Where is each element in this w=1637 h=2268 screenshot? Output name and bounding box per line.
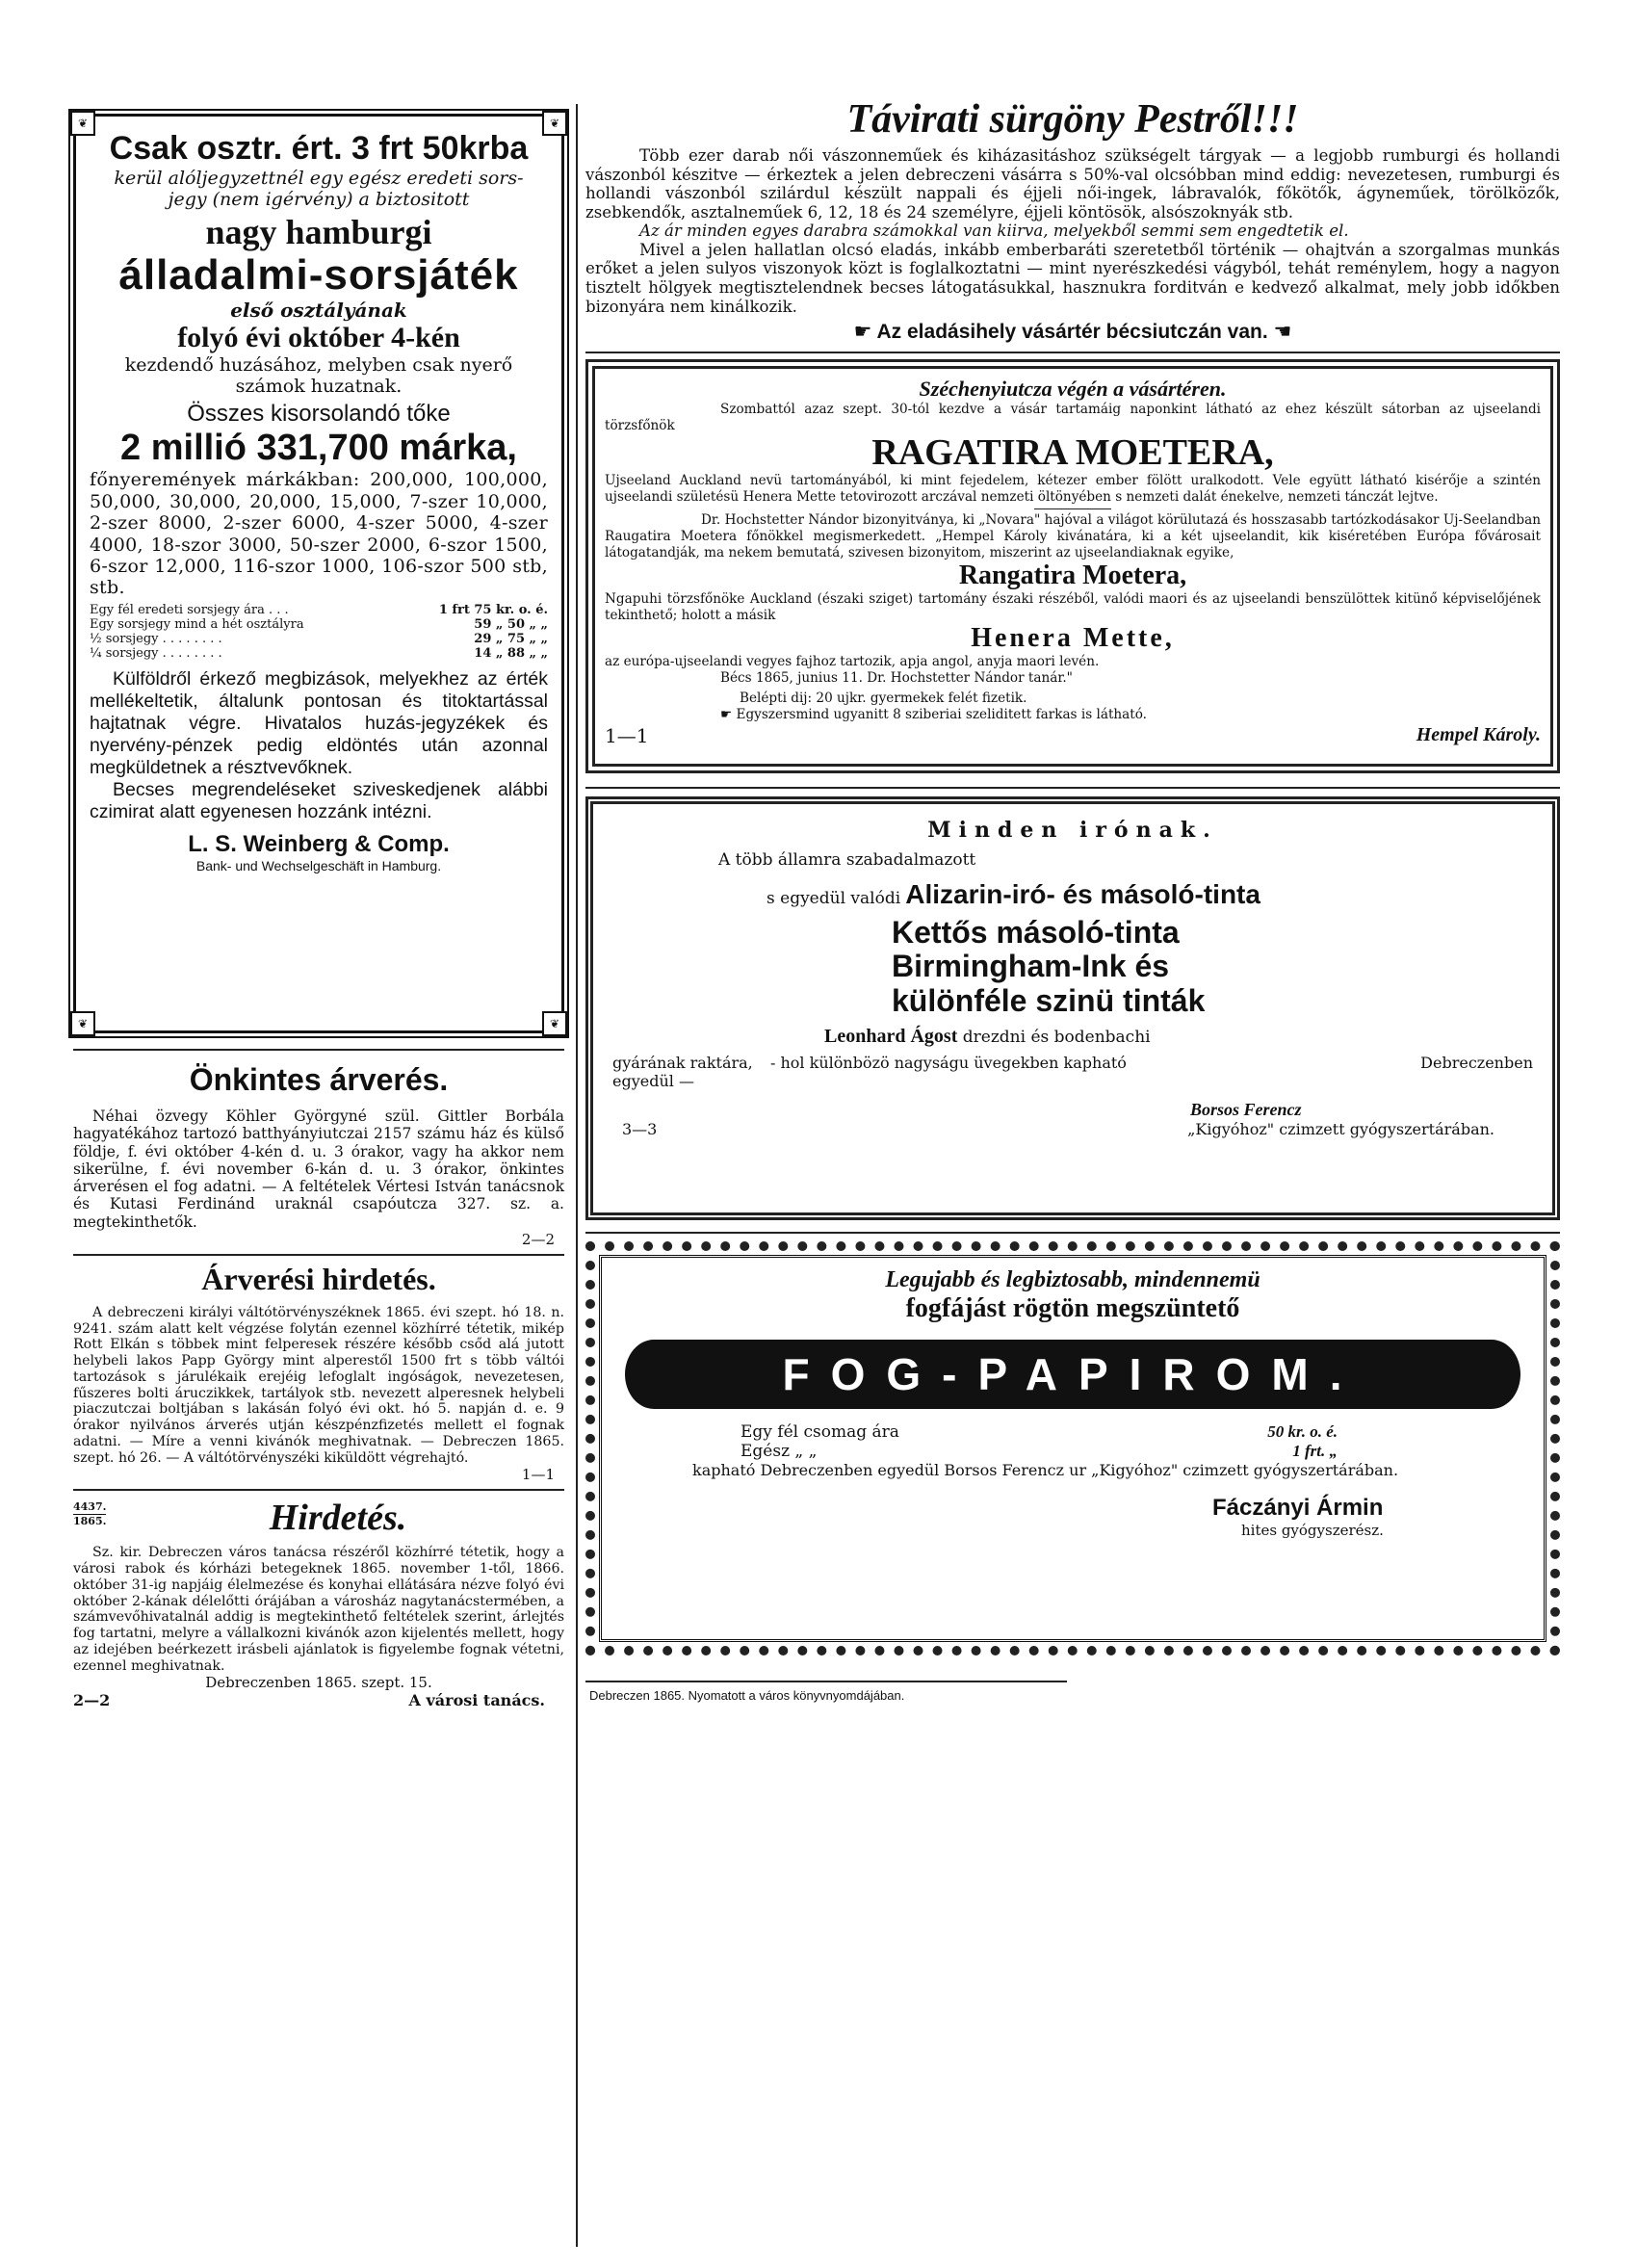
auction-title: Önkintes árverés. [189, 1062, 449, 1097]
fog-price-label: Egy fél csomag ára [741, 1422, 899, 1443]
right-column [585, 96, 1560, 1703]
auction-number: 2—2 [521, 1230, 555, 1248]
ink-head: Minden irónak. [927, 818, 1218, 844]
notice-signature: A városi tanács. [408, 1691, 545, 1710]
maori-text: Szombattól azaz szept. 30-tól kezdve a vásár tartamáig naponkint látható az ehez készült sátorban az ujseelandi törzsfőnök [605, 402, 1541, 434]
lottery-line: számok huzatnak. [235, 376, 403, 398]
notice-date: Debreczenben 1865. szept. 15. [205, 1674, 432, 1692]
lottery-title: álladalmi-sorsjáték [118, 251, 519, 299]
telegram-ad [585, 96, 1560, 344]
fog-text: fogfájást rögtön megszüntető [905, 1293, 1240, 1324]
divider [585, 1232, 1560, 1234]
ink-text: Debreczenben [1420, 1053, 1533, 1072]
ink-ad [585, 796, 1560, 1220]
fog-price: 1 frt. „ [1292, 1442, 1338, 1461]
maori-name: Rangatira Moetera, [958, 560, 1187, 590]
auction-notice [73, 1262, 564, 1484]
ink-seller: Borsos Ferencz [1190, 1099, 1302, 1119]
ink-product: Birmingham-Ink és [892, 949, 1170, 984]
ink-product: Kettős másoló-tinta [892, 915, 1180, 951]
lottery-date: folyó évi október 4-kén [177, 322, 460, 354]
maori-fee: Belépti dij: 20 ujkr. gyermekek felét fizetik. [740, 690, 1027, 706]
maori-name: Henera Mette, [971, 622, 1175, 653]
ink-product: Alizarin-iró- és másoló-tinta [905, 879, 1260, 910]
fog-price-label: Egész „ „ [741, 1442, 818, 1462]
maori-extra: ☛ Egyszersmind ugyanitt 8 sziberiai szeliditett farkas is látható. [720, 706, 1148, 722]
telegram-title: Távirati sürgöny Pestről!!! [846, 97, 1299, 142]
lottery-line: jegy (nem igérvény) a biztositott [168, 189, 470, 210]
lottery-subtitle: első osztályának [230, 299, 407, 323]
ink-number: 3—3 [622, 1119, 658, 1138]
ink-text: drezdni és bodenbachi [962, 1027, 1151, 1047]
notice-body: Sz. kir. Debreczen város tanácsa részéről közhírré tétetik, hogy a városi rabok és kórházi betegeknek 1865. november 1-től, 1866. október 31-ig napjáig élelmezése és konyhai ellátására nézve folyó évi október 2-kának délelőtti órájában a városház nagytanácstermében, a számvevőhivatalnál addig is megtekinthető feltételek szerint, árlejtés fog tartatni, melyre a vállalkozni kivánók azon kijelentés mellett, hogy az idejében beérkezett irásbeli ajánlatok is figyelembe fognak vétetni, ezennel meghivatnak. [73, 1545, 564, 1674]
lottery-firm: L. S. Weinberg & Comp. [188, 830, 450, 857]
maori-text: Bécs 1865, junius 11. Dr. Hochstetter Nándor tanár." [720, 669, 1073, 686]
price-list [90, 603, 548, 661]
lottery-total-label: Összes kisorsolandó tőke [187, 401, 451, 428]
imprint: Debreczen 1865. Nyomatott a város könyvnyomdájában. [589, 1688, 905, 1704]
ink-text: gyárának raktára, egyedül — [612, 1053, 753, 1090]
price-row: Egy sorsjegy mind a hét osztályra 59 „ 50 „ „ [90, 616, 548, 632]
notice-ref: 4437. 1865. [73, 1500, 107, 1527]
lottery-body: Külföldről érkező megbizások, melyekhez az érték mellékeltetik, általunk pontosan és titoktartással hajtatnak végre. Hivatalos huzás-jegyzékek és nyervény-pénzek pedig eldöntés után azonnal megküldetnek a résztvevőknek. [90, 667, 548, 778]
divider [73, 1049, 564, 1051]
fog-signature-sub: hites gyógyszerész. [1241, 1522, 1384, 1539]
pointing-hand-icon: ☛ [853, 321, 877, 344]
lottery-firm-sub: Bank- und Wechselgeschäft in Hamburg. [195, 857, 442, 873]
notice-title: Hirdetés. [269, 1498, 407, 1539]
telegram-text: Az ár minden egyes darabra számokkal van kiirva, melyekből semmi sem engedtetik el. [639, 222, 1349, 241]
ink-product: különféle szinü tinták [892, 982, 1206, 1018]
lottery-total: 2 millió 331,700 márka, [120, 428, 517, 469]
auction-notice-number: 1—1 [521, 1466, 555, 1484]
fog-signature: Fáczányi Ármin [1212, 1495, 1384, 1521]
fog-banner: FOG-PAPIROM. [625, 1340, 1520, 1409]
ink-maker: Leonhard Ágost [824, 1025, 958, 1047]
pointing-hand-icon: ☛ [720, 706, 737, 722]
maori-text: Ujseeland Auckland nevü tartományából, ki mint fejedelem, kétezer ember fölött uralkodott. Vele együtt látható kisérője a szintén ujseelandi születésü Henera Mette tetovirozott arczával nemzeti öltönyében s nemzeti dalát énekelve, nemzeti tánczát lejtve. [605, 473, 1541, 506]
lottery-ad [73, 114, 564, 1033]
maori-signature: Hempel Károly. [1416, 723, 1541, 745]
divider [73, 1489, 564, 1491]
auction-body: Néhai özvegy Köhler Györgyné szül. Gittler Borbála hagyatékához tartozó batthyányiutczai 2157 számu ház és külső földje, f. évi október 4-kén d. u. 3 órakor, vagy ha akkor nem sikerülne, f. évi november 6-kán d. u. 3 órakor, önkintes árverésen el fog adatni. — A feltételek Vértesi István tanácsnok és Kutasi Ferdinánd uraknál csapóutcza 327. sz. a. megtekinthetők. [73, 1108, 564, 1231]
price-row: Egy fél eredeti sorsjegy ára . . . 1 frt 75 kr. o. é. [90, 602, 548, 617]
lottery-line: kezdendő huzásához, melyben csak nyerő [124, 354, 513, 377]
corner-ornament-icon: ❦ [70, 1011, 95, 1036]
lottery-body: Becses megrendeléseket sziveskedjenek alábbi czimirat alatt egyenesen hozzánk intézni. [90, 778, 548, 822]
lottery-headline: Csak osztr. ért. 3 frt 50krba [109, 130, 529, 167]
lottery-line: kerül alóljegyzettnél egy egész eredeti sors- [114, 168, 524, 189]
corner-ornament-icon: ❦ [542, 111, 567, 136]
lottery-title: nagy hamburgi [205, 213, 432, 251]
fog-papir-ad [585, 1241, 1560, 1655]
maori-show-ad [585, 359, 1560, 773]
divider [73, 1254, 564, 1256]
ink-text: - hol különbözö nagyságu üvegekben kapható [770, 1053, 1127, 1072]
column-rule [576, 104, 578, 2247]
telegram-text: Mivel a jelen hallatlan olcsó eladás, inkább emberbaráti szeretetből történik — ohajtván a szorgalmas munkás erőket a jelen sulyos viszonyok közt is foglalkoztatni — mint nyerészkedési vágyból, tehát reménylem, hogy a nagyon tisztelt hölgyek megtisztelendnek becses látogatásukkal, hasznukra forditván e kedvező alkalmat, mely jobb időkben bizonyára nem kinálkozik. [585, 240, 1560, 316]
maori-head: Széchenyiutcza végén a vásártéren. [919, 377, 1227, 402]
maori-text: Ngapuhi törzsfőnöke Auckland (északi sziget) tartomány északi részéből, valódi maori és az ujseelandi benszülöttek kitünő képviselőjének tekinthető; holott a másik [605, 590, 1541, 623]
telegram-footer: ☛ Az eladásihely vásártér bécsiutczán van. ☚ [853, 321, 1292, 344]
auction-ad [73, 1062, 564, 1248]
auction-notice-body: A debreczeni királyi váltótörvényszéknek 1865. évi szept. hó 18. n. 9241. szám alatt kelt végzése folytán ezennel közhírré tétetik, mikép Rott Elkán s többek mint felperesek részére később csőd alá jutott helybeli lakos Papp György mint alperestől 1500 frt s több váltói tartozások s járulékaik erejéig lefoglalt ingóságok, nevezetesen, fűszeres bolti áruczikkek, tartályok stb. nevezett alperesnek helybeli piaczutczai boltjában s lakásán folyó évi okt. hó 5. napján d. e. 9 órakor nyilvános árverés utján készpénzfizetés mellett el fognak adatni. — Míre a venni kivánók meghivatnak. — Debreczen 1865. szept. hó 26. — A váltótörvényszéki kiküldött végrehajtó. [73, 1304, 564, 1466]
maori-name: RAGATIRA MOETERA, [871, 432, 1274, 474]
divider [585, 352, 1560, 353]
ink-text: s egyedül valódi [767, 889, 901, 909]
maori-number: 1—1 [605, 723, 649, 747]
ink-text: A több államra szabadalmazott [718, 850, 976, 871]
divider [585, 1681, 1067, 1682]
auction-notice-title: Árverési hirdetés. [201, 1261, 436, 1296]
corner-ornament-icon: ❦ [70, 111, 95, 136]
lottery-prizes: főnyeremények márkákban: 200,000, 100,000, 50,000, 30,000, 20,000, 15,000, 7-szer 10,000, 2-szer 8000, 2-szer 6000, 4-szer 5000, 4-szer 4000, 18-szor 3000, 50-szer 2000, 6-szor 1500, 6-szor 12,000, 116-szor 1000, 106-szor 500 stb, stb. [90, 469, 548, 599]
fog-text: Legujabb és legbiztosabb, mindennemü [885, 1267, 1260, 1293]
price-row: ¼ sorsjegy . . . . . . . . 14 „ 88 „ „ [90, 645, 548, 661]
ink-pharmacy: „Kigyóhoz" czimzett gyógyszertárában. [1187, 1119, 1494, 1138]
pointing-hand-icon: ☚ [1267, 321, 1292, 344]
maori-text: az európa-ujseelandi vegyes fajhoz tartozik, apja angol, anyja maori levén. [605, 653, 1100, 669]
maori-text: Dr. Hochstetter Nándor bizonyitványa, ki „Novara" hajóval a világot körülutazá és hosszasabb tartózkodásakor Uj-Seelandban Raugatira Moetera főnökkel megismerkedett. „Hempel Károly kivánatára, ki a két ujseelandit, kik kiséretében Európa fővárosait látogatandják, ma nekem bemutatá, szivesen bizonyitom, miszerint az ujseelandiaknak egyike, [605, 512, 1541, 560]
city-notice [73, 1497, 564, 1709]
left-column [73, 114, 564, 1709]
fog-text: kapható Debreczenben egyedül Borsos Ferencz ur „Kigyóhoz" czimzett gyógyszertárában. [692, 1461, 1399, 1480]
fog-price: 50 kr. o. é. [1267, 1422, 1338, 1442]
notice-number: 2—2 [73, 1691, 111, 1710]
price-row: ½ sorsjegy . . . . . . . . 29 „ 75 „ „ [90, 631, 548, 646]
divider [585, 787, 1560, 789]
telegram-text: Több ezer darab női vászonneműek és kiházasitáshoz szükségelt tárgyak — a legjobb rumburgi és hollandi vászonból készitve — érkeztek a jelen debreczeni vásárra s 50%-val olcsóbban mind eddig: nevezetesen, rumburgi és hollandi vászonból szilárdul készült nappali és éjjeli női-ingek, lábravalók, főkötők, ágyneműek, törölközők, zsebkendők, asztalneműek 6, 12, 18 és 24 személyre, éjjeli köntösök, alsószoknyák stb. [585, 146, 1560, 222]
corner-ornament-icon: ❦ [542, 1011, 567, 1036]
